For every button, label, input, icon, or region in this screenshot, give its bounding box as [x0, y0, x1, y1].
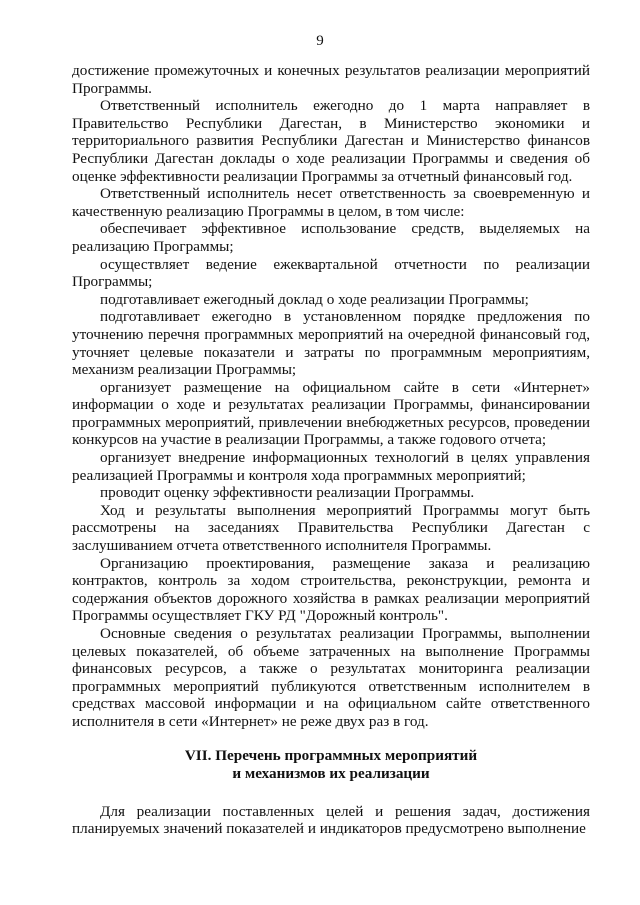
paragraph: Организацию проектирования, размещение заказа и реализацию контрактов, контроль за ходом строительства, реконструкции, ремонта и содержания объектов дорожного хозяйства в рамках реализации мероприятий Программы осуществляет ГКУ РД "Дорожный контроль". [72, 554, 590, 625]
paragraph: подготавливает ежегодный доклад о ходе реализации Программы; [100, 290, 529, 308]
paragraph: осуществляет ведение ежеквартальной отчетности по реализации Программы; [72, 255, 590, 291]
page-number: 9 [316, 33, 324, 49]
paragraph: Ответственный исполнитель ежегодно до 1 марта направляет в Правительство Республики Дагестан, в Министерство экономики и территориального развития Республики Дагестан и Министерство финансов Республики Дагестан доклады о ходе реализации Программы и сведения об оценке эффективности реализации Программы за отчетный финансовый год. [72, 97, 590, 185]
paragraph: Ход и результаты выполнения мероприятий Программы могут быть рассмотрены на заседаниях Правительства Республики Дагестан с заслушиванием отчета ответственного исполнителя Программы. [72, 501, 590, 555]
paragraph: обеспечивает эффективное использование средств, выделяемых на реализацию Программы; [72, 220, 590, 255]
document-body [72, 62, 590, 838]
section-heading-line-2: и механизмов их реализации [232, 764, 430, 782]
paragraph: проводит оценку эффективности реализации Программы. [100, 484, 475, 502]
paragraph: организует размещение на официальном сайте в сети «Интернет» информации о ходе и результатах реализации Программы, финансировании программных мероприятий, привлечении внебюджетных ресурсов, проведении конкурсов на участие в реализации Программы, а также годового отчета; [72, 378, 590, 449]
paragraph: Основные сведения о результатах реализации Программы, выполнении целевых показателей, об объеме затраченных на выполнение Программы финансовых ресурсов, а также о результатах мониторинга реализации программных мероприятий публикуются ответственным исполнителем в средствах массовой информации и на официальном сайте ответственного исполнителя в сети «Интернет» не реже двух раз в год. [72, 625, 590, 730]
paragraph: организует внедрение информационных технологий в целях управления реализацией Программы и контроля хода программных мероприятий; [72, 449, 590, 484]
paragraph: Ответственный исполнитель несет ответственность за своевременную и качественную реализацию Программы в целом, в том числе: [72, 185, 590, 220]
section-heading-line-1: VII. Перечень программных мероприятий [184, 746, 478, 764]
paragraph: подготавливает ежегодно в установленном порядке предложения по уточнению перечня программных мероприятий на очередной финансовый год, уточняет целевые показатели и затраты по программным мероприятиям, механизм реализации Программы; [72, 308, 590, 379]
section-heading [72, 747, 590, 783]
paragraph: достижение промежуточных и конечных результатов реализации мероприятий Программы. [72, 62, 590, 97]
paragraph: Для реализации поставленных целей и решения задач, достижения планируемых значений показателей и индикаторов предусмотрено выполнение [72, 802, 590, 838]
